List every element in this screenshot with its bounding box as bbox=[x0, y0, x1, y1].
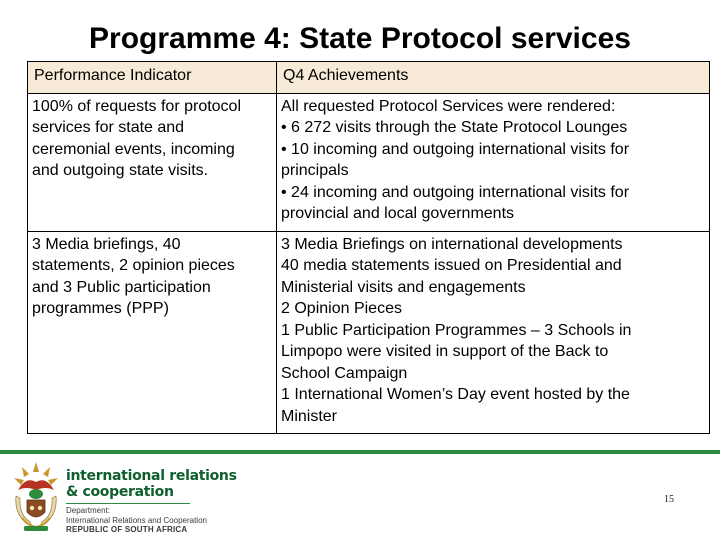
department-name: International Relations and Cooperation bbox=[66, 515, 207, 525]
page-title: Programme 4: State Protocol services bbox=[89, 22, 631, 55]
cell-line: • 24 incoming and outgoing international visits for bbox=[281, 183, 630, 201]
cell-line: 2 Opinion Pieces bbox=[281, 300, 402, 317]
table-row bbox=[28, 231, 710, 434]
page-number: 15 bbox=[664, 494, 674, 505]
footer-divider bbox=[0, 450, 720, 454]
indicator-cell bbox=[28, 231, 277, 434]
performance-table bbox=[27, 61, 710, 434]
cell-line: All requested Protocol Services were rendered: bbox=[281, 97, 616, 115]
table-header-row bbox=[28, 62, 710, 94]
cell-line: 3 Media briefings, 40 bbox=[32, 235, 181, 253]
achievements-cell bbox=[277, 93, 710, 231]
cell-line: 1 International Women’s Day event hosted by the bbox=[281, 386, 630, 403]
cell-line: principals bbox=[281, 162, 349, 179]
cell-line: provincial and local governments bbox=[281, 205, 515, 222]
cell-line: • 10 incoming and outgoing international visits for bbox=[281, 140, 630, 158]
cell-line: 1 Public Participation Programmes – 3 Schools in bbox=[281, 321, 632, 339]
cell-line: ceremonial events, incoming bbox=[32, 140, 235, 158]
country-name: REPUBLIC OF SOUTH AFRICA bbox=[66, 525, 188, 534]
indicator-cell bbox=[28, 93, 277, 231]
cell-line: 100% of requests for protocol bbox=[32, 97, 242, 115]
brand-divider bbox=[66, 503, 190, 504]
cell-line: and outgoing state visits. bbox=[32, 162, 209, 179]
cell-line: and 3 Public participation bbox=[32, 278, 211, 296]
brand-line-2: & cooperation bbox=[66, 484, 174, 500]
header-performance-indicator: Performance Indicator bbox=[28, 62, 277, 94]
department-label: Department: bbox=[66, 506, 111, 515]
cell-line: Ministerial visits and engagements bbox=[281, 278, 526, 296]
brand-line-1: international relations bbox=[66, 468, 237, 484]
table-row bbox=[28, 93, 710, 231]
cell-line: Limpopo were visited in support of the Back to bbox=[281, 343, 609, 360]
header-q4-achievements: Q4 Achievements bbox=[277, 62, 710, 94]
cell-line: School Campaign bbox=[281, 364, 408, 382]
achievements-cell bbox=[277, 231, 710, 434]
department-branding bbox=[66, 468, 237, 535]
cell-line: • 6 272 visits through the State Protocol Lounges bbox=[281, 119, 628, 136]
cell-line: 40 media statements issued on Presidential and bbox=[281, 257, 622, 274]
cell-line: Minister bbox=[281, 407, 338, 425]
coat-of-arms-icon bbox=[6, 460, 66, 532]
cell-line: services for state and bbox=[32, 119, 185, 136]
cell-line: 3 Media Briefings on international developments bbox=[281, 235, 623, 253]
cell-line: programmes (PPP) bbox=[32, 300, 169, 317]
cell-line: statements, 2 opinion pieces bbox=[32, 257, 235, 274]
